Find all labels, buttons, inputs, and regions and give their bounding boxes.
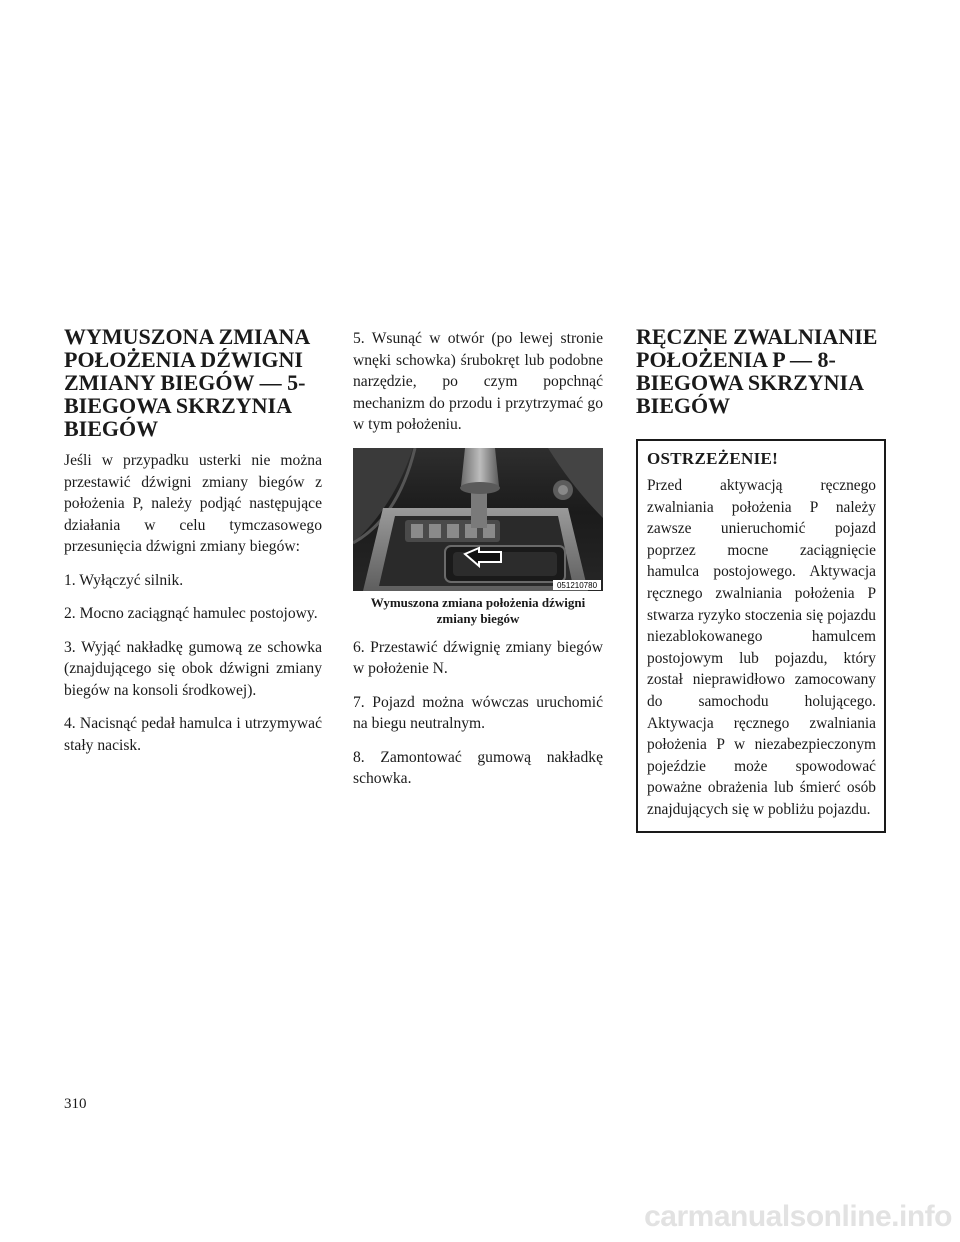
page-number: 310 bbox=[64, 1096, 87, 1112]
photo-caption: Wymuszona zmiana położenia dźwigni zmiany biegów bbox=[370, 594, 586, 626]
step-3: 3. Wyjąć nakładkę gumową ze schowka (znajdującego się obok dźwigni zmiany biegów na konsoli środkowej). bbox=[64, 638, 322, 699]
section-heading-forced-shift: WYMUSZONA ZMIANA POŁOŻENIA DŹWIGNI ZMIANY BIEGÓW — 5-BIEGOWA SKRZYNIA BIEGÓW bbox=[64, 324, 310, 441]
warning-box bbox=[636, 439, 886, 833]
step-1: 1. Wyłączyć silnik. bbox=[64, 571, 184, 589]
image-code-label: 051210780 bbox=[556, 580, 598, 590]
warning-text: Przed aktywacją ręcznego zwalniania położenia P należy zawsze unieruchomić pojazd poprzez mocne zaciągnięcie hamulca postojowego. Aktywacja ręcznego zwalniania położenia P stwarza ryzyko stoczenia się pojazdu niezablokowanego hamulcem postojowym lub pojazdu, który został nieprawidłowo zamocowany do samochodu holującego. Aktywacja ręcznego zwalniania położenia P w niezabezpieczonym pojeździe może spowodować poważne obrażenia lub śmierć osób znajdujących się w pobliżu pojazdu. bbox=[647, 477, 876, 818]
step-7: 7. Pojazd można wówczas uruchomić na biegu neutralnym. bbox=[353, 693, 603, 732]
right-column bbox=[636, 325, 886, 833]
gear-shifter-photo bbox=[353, 448, 603, 591]
section-heading-manual-park-release: RĘCZNE ZWALNIANIE POŁOŻENIA P — 8-BIEGOWA SKRZYNIA BIEGÓW bbox=[636, 324, 878, 418]
step-6: 6. Przestawić dźwignię zmiany biegów w położenie N. bbox=[353, 638, 603, 677]
step-5: 5. Wsunąć w otwór (po lewej stronie wnęki schowka) śrubokręt lub podobne narzędzie, po czym popchnąć mechanizm do przodu i przytrzymać go w tym położeniu. bbox=[353, 330, 603, 433]
watermark-text: carmanualsonline.info bbox=[644, 1200, 952, 1233]
middle-column bbox=[353, 328, 603, 802]
step-2: 2. Mocno zaciągnąć hamulec postojowy. bbox=[64, 605, 318, 622]
gear-shifter-illustration bbox=[353, 448, 603, 591]
step-4: 4. Nacisnąć pedał hamulca i utrzymywać stały nacisk. bbox=[64, 715, 322, 754]
left-column bbox=[64, 325, 322, 768]
intro-paragraph: Jeśli w przypadku usterki nie można przestawić dźwigni zmiany biegów z położenia P, należy podjąć następujące działania w celu tymczasowego przesunięcia dźwigni zmiany biegów: bbox=[64, 452, 322, 555]
step-8: 8. Zamontować gumową nakładkę schowka. bbox=[353, 748, 603, 787]
warning-title: OSTRZEŻENIE! bbox=[647, 449, 779, 468]
